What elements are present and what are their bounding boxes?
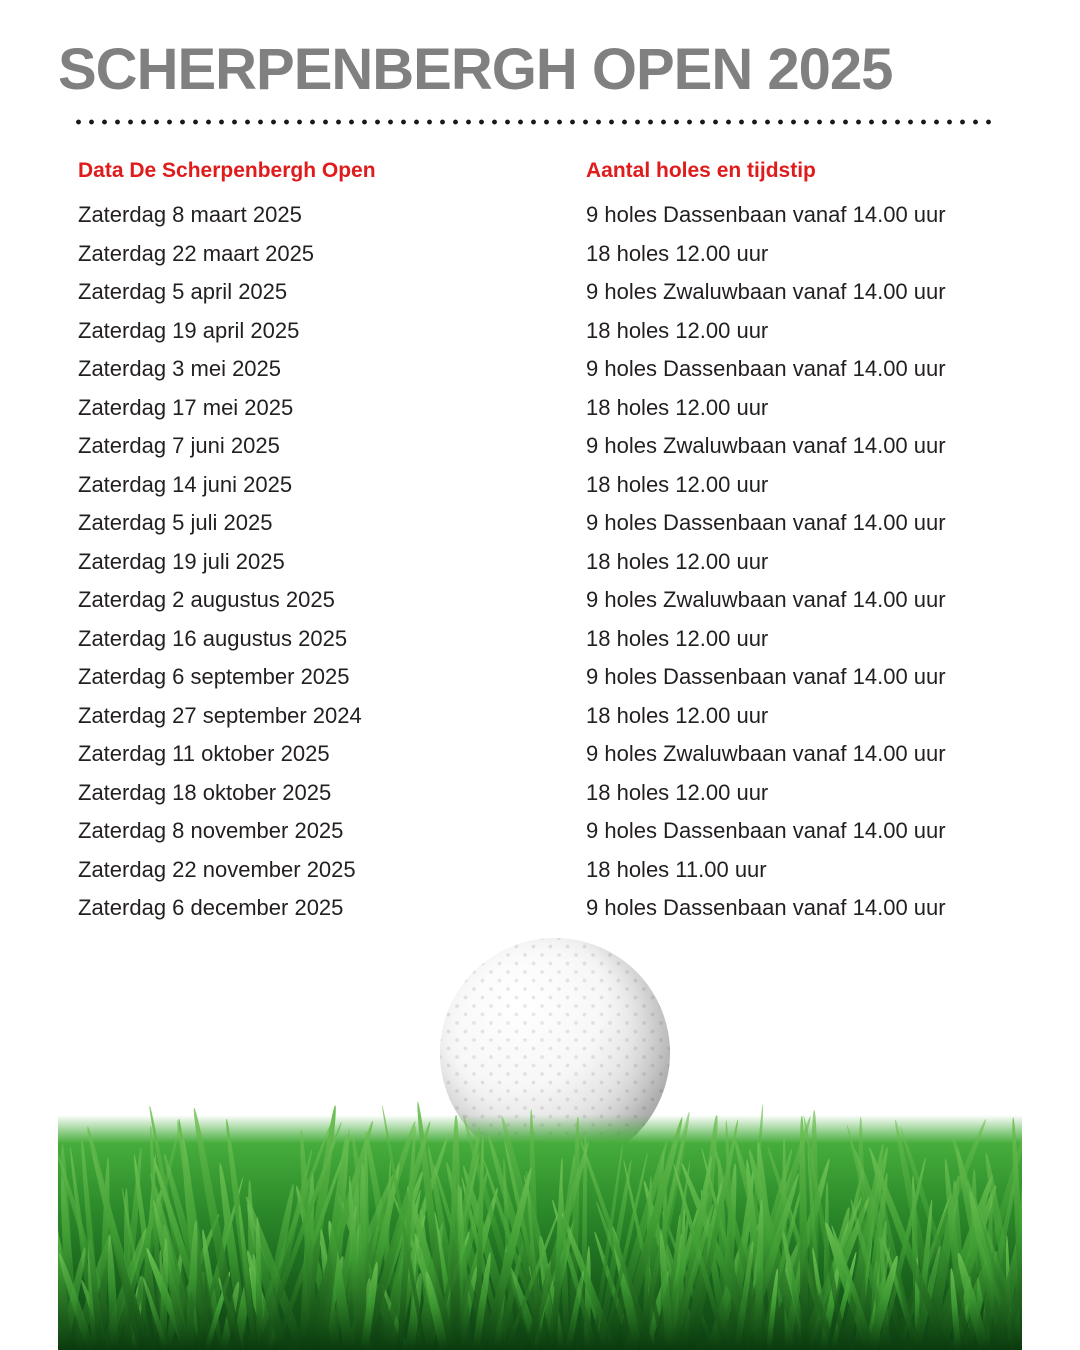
- table-row: 9 holes Dassenbaan vanaf 14.00 uur: [586, 664, 946, 689]
- table-row: Zaterdag 22 maart 2025: [78, 240, 315, 266]
- golf-photo: [58, 920, 1022, 1350]
- table-row: Zaterdag 27 september 2024: [78, 702, 362, 728]
- holes-column-header: Aantal holes en tijdstip: [586, 159, 816, 182]
- table-row: 9 holes Dassenbaan vanaf 14.00 uur: [586, 818, 946, 843]
- table-row: Zaterdag 19 juli 2025: [78, 548, 285, 574]
- table-row: Zaterdag 6 december 2025: [78, 895, 344, 920]
- table-row: 9 holes Zwaluwbaan vanaf 14.00 uur: [586, 279, 946, 304]
- table-row: 9 holes Zwaluwbaan vanaf 14.00 uur: [586, 741, 946, 766]
- table-row: Zaterdag 14 juni 2025: [78, 471, 293, 497]
- table-row: 9 holes Dassenbaan vanaf 14.00 uur: [586, 510, 946, 535]
- table-row: 9 holes Zwaluwbaan vanaf 14.00 uur: [586, 587, 946, 612]
- table-row: 9 holes Dassenbaan vanaf 14.00 uur: [586, 895, 946, 920]
- table-row: 18 holes 12.00 uur: [586, 240, 769, 266]
- dotted-divider: [72, 118, 992, 126]
- table-row: Zaterdag 2 augustus 2025: [78, 587, 335, 612]
- table-row: Zaterdag 5 juli 2025: [78, 510, 273, 535]
- table-row: 9 holes Dassenbaan vanaf 14.00 uur: [586, 202, 946, 227]
- table-row: 18 holes 12.00 uur: [586, 471, 769, 497]
- table-row: 18 holes 12.00 uur: [586, 317, 769, 343]
- table-row: 18 holes 12.00 uur: [586, 779, 769, 805]
- table-row: 9 holes Zwaluwbaan vanaf 14.00 uur: [586, 433, 946, 458]
- table-row: 9 holes Dassenbaan vanaf 14.00 uur: [586, 356, 946, 381]
- table-row: Zaterdag 16 augustus 2025: [78, 625, 348, 651]
- page-title: SCHERPENBERGH OPEN 2025: [58, 37, 893, 102]
- table-row: Zaterdag 11 oktober 2025: [78, 741, 330, 766]
- table-row: Zaterdag 19 april 2025: [78, 317, 300, 343]
- table-row: Zaterdag 6 september 2025: [78, 664, 350, 689]
- table-row: Zaterdag 7 juni 2025: [78, 433, 280, 458]
- table-row: Zaterdag 18 oktober 2025: [78, 779, 332, 805]
- grass-blades: [58, 1090, 1022, 1350]
- table-row: Zaterdag 8 november 2025: [78, 818, 344, 843]
- table-row: 18 holes 12.00 uur: [586, 548, 769, 574]
- table-row: Zaterdag 17 mei 2025: [78, 394, 294, 420]
- table-row: Zaterdag 3 mei 2025: [78, 356, 282, 381]
- holes-column: [586, 152, 1056, 928]
- table-row: Zaterdag 8 maart 2025: [78, 202, 302, 227]
- table-row: 18 holes 11.00 uur: [586, 856, 767, 882]
- table-row: Zaterdag 5 april 2025: [78, 279, 288, 304]
- table-row: 18 holes 12.00 uur: [586, 625, 769, 651]
- table-row: Zaterdag 22 november 2025: [78, 856, 356, 882]
- table-row: 18 holes 12.00 uur: [586, 394, 769, 420]
- table-row: 18 holes 12.00 uur: [586, 702, 769, 728]
- dates-column: [78, 152, 578, 928]
- dates-column-header: Data De Scherpenbergh Open: [78, 159, 376, 182]
